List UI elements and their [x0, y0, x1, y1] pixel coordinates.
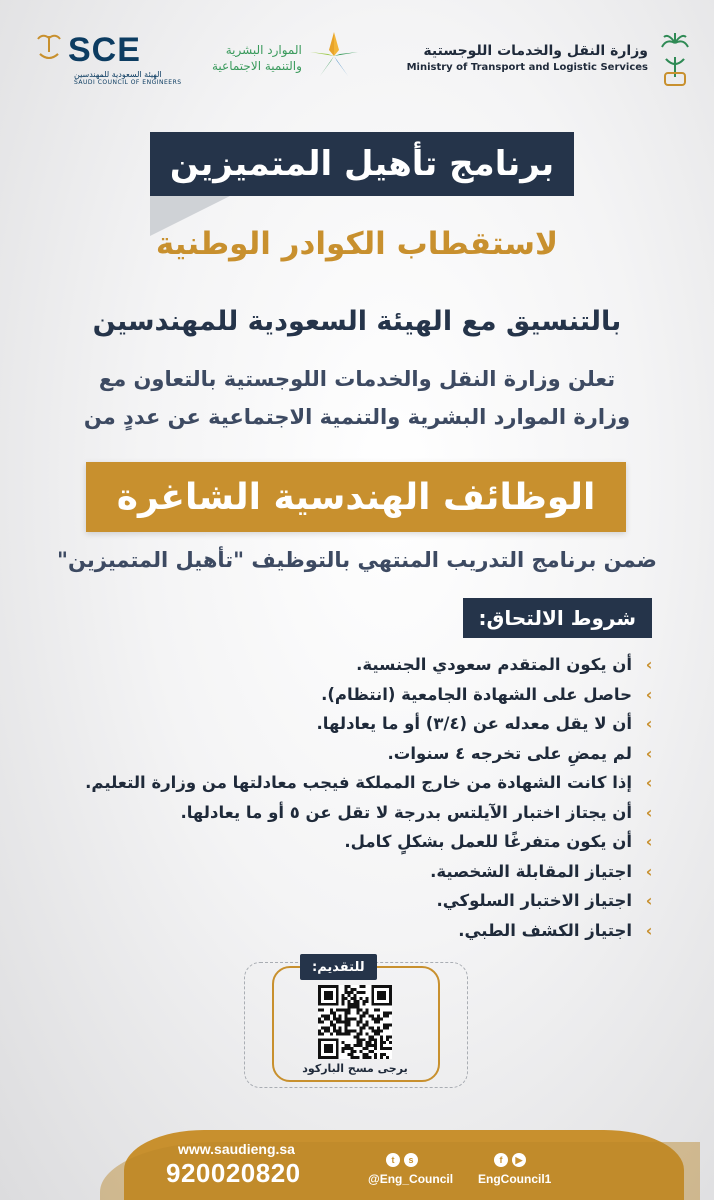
sce-logo — [34, 30, 182, 94]
snapchat-icon[interactable]: s — [404, 1153, 418, 1167]
list-item — [36, 709, 656, 739]
chevron-icon: › — [645, 714, 653, 734]
condition-text: أن لا يقل معدله عن (٣/٤) أو ما يعادلها. — [316, 714, 632, 734]
condition-text: أن يجتاز اختبار الآيلتس بدرجة لا تقل عن ٥ أو ما يعادلها. — [180, 802, 632, 822]
conditions-title: شروط الالتحاق: — [463, 598, 653, 638]
social-handle-right[interactable]: EngCouncil1 — [478, 1172, 552, 1186]
announcement-line2: وزارة الموارد البشرية والتنمية الاجتماعية عن عددٍ من — [83, 405, 631, 429]
list-item — [36, 798, 656, 828]
sce-wordmark: SCE — [68, 30, 141, 69]
hr-ministry-logo — [212, 26, 360, 90]
qr-caption: يرجى مسح الباركود — [302, 1062, 408, 1075]
hr-name-line2: والتنمية الاجتماعية — [212, 59, 302, 73]
ministry-name-en: Ministry of Transport and Logistic Services — [406, 62, 648, 73]
list-item — [36, 680, 656, 710]
hr-star-icon — [308, 30, 360, 86]
youtube-icon[interactable]: ▶ — [512, 1153, 526, 1167]
social-handle-left[interactable]: @Eng_Council — [368, 1172, 454, 1186]
program-subtitle: لاستقطاب الكوادر الوطنية — [155, 226, 559, 262]
phone-number[interactable]: 920020820 — [166, 1158, 301, 1188]
announcement — [40, 360, 674, 436]
condition-text: إذا كانت الشهادة من خارج المملكة فيجب معادلتها من وزارة التعليم. — [85, 773, 632, 793]
chevron-icon: › — [645, 832, 653, 852]
twitter-icon[interactable]: t — [386, 1153, 400, 1167]
ministry-name-ar: وزارة النقل والخدمات اللوجستية — [423, 43, 648, 59]
website-link[interactable]: www.saudieng.sa — [178, 1141, 295, 1157]
conditions-list — [36, 650, 656, 945]
list-item — [36, 739, 656, 769]
condition-text: اجتياز الكشف الطبي. — [458, 920, 632, 940]
condition-text: حاصل على الشهادة الجامعية (انتظام). — [321, 684, 632, 704]
sce-name-en: SAUDI COUNCIL OF ENGINEERS — [74, 79, 182, 86]
list-item — [36, 768, 656, 798]
condition-text: أن يكون المتقدم سعودي الجنسية. — [356, 655, 632, 675]
chevron-icon: › — [645, 743, 653, 763]
saudi-palm-emblem-icon — [658, 29, 692, 87]
social-icons-right — [494, 1153, 526, 1167]
ministry-transport-logo — [407, 26, 692, 90]
list-item — [36, 886, 656, 916]
announcement-line1: تعلن وزارة النقل والخدمات اللوجستية بالتعاون مع — [98, 367, 616, 391]
chevron-icon: › — [645, 684, 653, 704]
sce-name-ar: الهيئة السعودية للمهندسين — [74, 70, 162, 79]
list-item — [36, 857, 656, 887]
list-item — [36, 827, 656, 857]
jobs-title: الوظائف الهندسية الشاغرة — [86, 462, 626, 532]
sce-emblem-icon — [34, 30, 64, 70]
program-line: ضمن برنامج التدريب المنتهي بالتوظيف "تأهيل المتميزين" — [57, 548, 657, 572]
list-item — [36, 650, 656, 680]
condition-text: اجتياز الاختبار السلوكي. — [436, 891, 632, 911]
chevron-icon: › — [645, 802, 653, 822]
chevron-icon: › — [645, 861, 653, 881]
condition-text: اجتياز المقابلة الشخصية. — [430, 861, 632, 881]
chevron-icon: › — [645, 655, 653, 675]
qr-code-icon[interactable] — [318, 985, 392, 1059]
condition-text: أن يكون متفرغًا للعمل بشكلٍ كامل. — [344, 832, 632, 852]
chevron-icon: › — [645, 773, 653, 793]
hr-name-line1: الموارد البشرية — [225, 43, 302, 57]
facebook-icon[interactable]: f — [494, 1153, 508, 1167]
chevron-icon: › — [645, 920, 653, 940]
apply-label: للتقديم: — [300, 954, 377, 980]
social-icons-left — [386, 1153, 418, 1167]
program-title: برنامج تأهيل المتميزين — [150, 132, 574, 196]
chevron-icon: › — [645, 891, 653, 911]
coordination-line: بالتنسيق مع الهيئة السعودية للمهندسين — [92, 306, 622, 337]
list-item — [36, 916, 656, 946]
condition-text: لم يمضِ على تخرجه ٤ سنوات. — [387, 743, 632, 763]
